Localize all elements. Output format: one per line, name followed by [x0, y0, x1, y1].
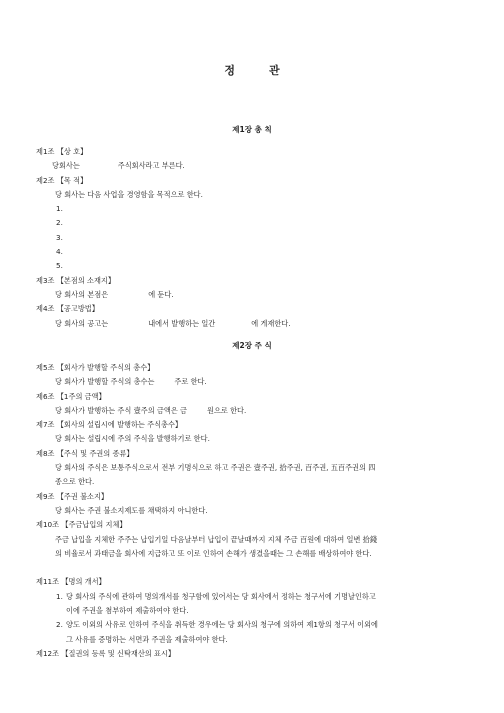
- article-2-item: 3.: [56, 232, 63, 242]
- article-4-body: [36, 320, 476, 334]
- article-9-heading: 제9조 【주권 불소지】: [36, 491, 109, 501]
- blank-line: [36, 564, 476, 578]
- article-2-heading: 제2조 【목 적】: [36, 175, 88, 185]
- article-11-heading: 제11조 【명의 개서】: [36, 577, 106, 587]
- article-6-heading: 제6조 【1주의 금액】: [36, 391, 106, 401]
- article-2-body: 당 회사는 다음 사업을 경영함을 목적으로 한다.: [55, 189, 203, 199]
- article-11-item-2: [36, 621, 476, 635]
- article-1-heading: 제1조 【상 호】: [36, 147, 88, 156]
- article-6-body: [36, 407, 476, 421]
- chapter-1-heading: 제1장 총 칙: [232, 125, 272, 134]
- article-2-item: 2.: [56, 218, 63, 228]
- item-number: 2.: [56, 620, 63, 630]
- article-2-item: 5.: [56, 261, 63, 271]
- article-5-text-a: 당 회사가 발행할 주식의 총수는: [55, 377, 155, 387]
- article-4-text-b: 내에서 발행하는 일간: [148, 318, 216, 328]
- chapter-2-heading: 제2장 주 식: [232, 341, 272, 350]
- article-8-body-line-1: 당 회사의 주식은 보통주식으로서 전부 기명식으로 하고 주권은 壹주권, 拾주권, 百주권, 五百주권의 四: [55, 463, 376, 473]
- article-5-text-b: 주로 한다.: [174, 377, 207, 387]
- article-6-text-b: 원으로 한다.: [207, 405, 247, 415]
- article-11-item-1: [36, 593, 476, 607]
- chapter-2-body: [36, 364, 476, 664]
- article-4-text-a: 당 회사의 공고는: [55, 318, 109, 328]
- article-9-body: 당 회사는 주권 불소지제도를 채택하지 아니한다.: [55, 505, 208, 515]
- article-3-text-a: 당 회사의 본점은: [55, 289, 109, 299]
- article-1-text-a: 당회사는: [52, 161, 80, 171]
- article-3-text-b: 에 둔다.: [148, 289, 174, 299]
- article-6-text-a: 당 회사가 발행하는 주식 壹주의 금액은 금: [55, 405, 187, 415]
- article-10-body-line-1: 주금 납입을 지체한 주주는 납입기일 다음날부터 납입이 끝날때까지 지체 주금 百원에 대하여 일변 拾錢: [55, 534, 378, 544]
- item-text: 당 회사의 주식에 관하여 명의개서를 청구함에 있어서는 당 회사에서 정하는 청구서에 기명날인하고: [66, 591, 376, 601]
- article-4-text-c: 에 게재한다.: [251, 318, 291, 328]
- item-text: 양도 이외의 사유로 인하여 주식을 취득한 경우에는 당 회사의 청구에 의하여 제1항의 청구서 이외에: [66, 620, 379, 630]
- article-10-heading: 제10조 【주금납입의 지체】: [36, 520, 127, 530]
- title-char-1: 정: [224, 64, 235, 77]
- article-3-heading: 제3조 【본점의 소재지】: [36, 275, 116, 285]
- title-char-2: 관: [269, 64, 280, 77]
- article-5-body: [36, 378, 476, 392]
- article-3-body: [36, 291, 476, 305]
- article-1-body: [36, 162, 476, 176]
- article-11-item-2-cont: 그 사유를 증명하는 서면과 주권을 제출하여야 한다.: [66, 634, 228, 644]
- article-10-body-line-2: 의 비율로서 과태금을 회사에 지급하고 또 이로 인하여 손해가 생겼을때는 그 손해를 배상하여야 한다.: [55, 548, 372, 558]
- article-12-heading: 제12조 【질권의 등록 및 신탁재산의 표시】: [36, 648, 176, 658]
- article-4-heading: 제4조 【공고방법】: [36, 304, 99, 314]
- article-1-text-b: 주식회사라고 부른다.: [117, 161, 185, 171]
- article-2-item: 1.: [56, 204, 63, 214]
- article-2-item: 4.: [56, 247, 63, 257]
- article-7-heading: 제7조 【회사의 설립시에 발행하는 주식총수】: [36, 420, 183, 430]
- item-number: 1.: [56, 591, 63, 601]
- article-7-body: 당 회사는 설립시에 주의 주식을 발행하기로 한다.: [55, 434, 210, 444]
- article-8-body-line-2: 종으로 한다.: [55, 477, 95, 487]
- article-5-heading: 제5조 【회사가 발행할 주식의 총수】: [36, 363, 155, 372]
- article-11-item-1-cont: 이에 주권을 첨부하여 제출하여야 한다.: [66, 606, 189, 616]
- chapter-1-body: [36, 148, 476, 334]
- page-title: [0, 62, 504, 78]
- article-8-heading: 제8조 【주식 및 주권의 종류】: [36, 448, 134, 458]
